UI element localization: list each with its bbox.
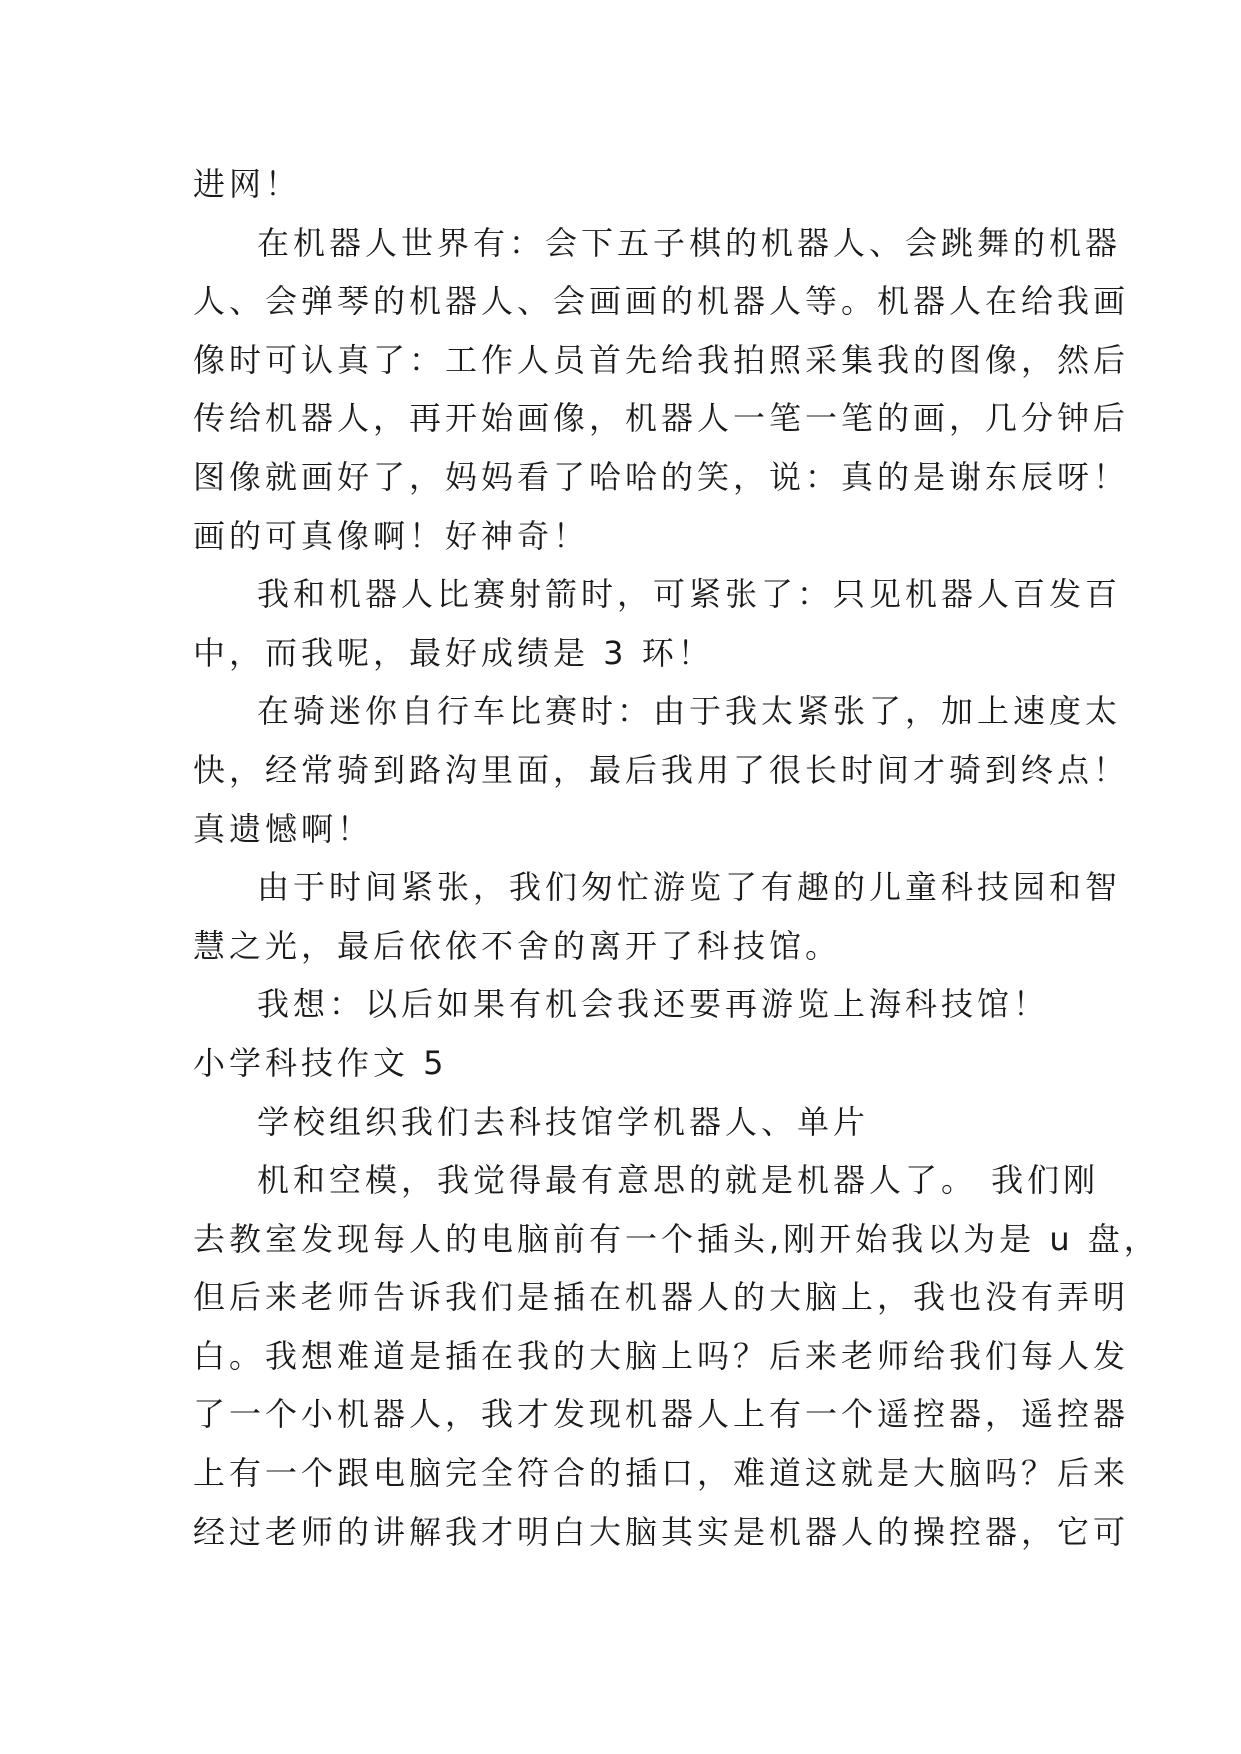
text-line: 了一个小机器人，我才发现机器人上有一个遥控器，遥控器	[193, 1395, 1130, 1434]
text-line: 像时可认真了：工作人员首先给我拍照采集我的图像，然后	[193, 340, 1130, 379]
text-line: 人、会弹琴的机器人、会画画的机器人等。机器人在给我画	[193, 282, 1130, 321]
text-line: 快，经常骑到路沟里面，最后我用了很长时间才骑到终点！	[193, 750, 1130, 789]
text-line: 学校组织我们去科技馆学机器人、单片	[257, 1102, 870, 1141]
text-line: 中，而我呢，最好成绩是 3 环！	[193, 633, 714, 672]
text-line: 在机器人世界有：会下五子棋的机器人、会跳舞的机器	[257, 223, 1122, 262]
essay-body	[193, 155, 1160, 1561]
text-line: 传给机器人，再开始画像，机器人一笔一笔的画，几分钟后	[193, 399, 1130, 438]
text-line: 真遗憾啊！	[193, 809, 374, 848]
text-line: 去教室发现每人的电脑前有一个插头,刚开始我以为是 u 盘，	[193, 1219, 1160, 1258]
text-line: 机和空模，我觉得最有意思的就是机器人了。 我们刚	[257, 1161, 1100, 1200]
text-line: 进网！	[193, 165, 302, 203]
text-line: 由于时间紧张，我们匆忙游览了有趣的儿童科技园和智	[257, 868, 1122, 907]
text-line: 上有一个跟电脑完全符合的插口，难道这就是大脑吗？后来	[193, 1454, 1130, 1493]
section-heading: 小学科技作文 5	[193, 1043, 448, 1082]
text-line: 但后来老师告诉我们是插在机器人的大脑上，我也没有弄明	[193, 1278, 1130, 1317]
text-line: 我和机器人比赛射箭时，可紧张了：只见机器人百发百	[257, 575, 1122, 614]
text-line: 在骑迷你自行车比赛时：由于我太紧张了，加上速度太	[257, 692, 1122, 731]
text-line: 慧之光，最后依依不舍的离开了科技馆。	[193, 926, 842, 965]
text-line: 经过老师的讲解我才明白大脑其实是机器人的操控器，它可	[193, 1512, 1130, 1551]
text-line: 我想：以后如果有机会我还要再游览上海科技馆！	[257, 985, 1050, 1024]
text-line: 白。我想难道是插在我的大脑上吗？后来老师给我们每人发	[193, 1336, 1130, 1375]
text-line: 画的可真像啊！好神奇！	[193, 516, 590, 555]
text-line: 图像就画好了，妈妈看了哈哈的笑，说：真的是谢东辰呀！	[193, 457, 1130, 496]
